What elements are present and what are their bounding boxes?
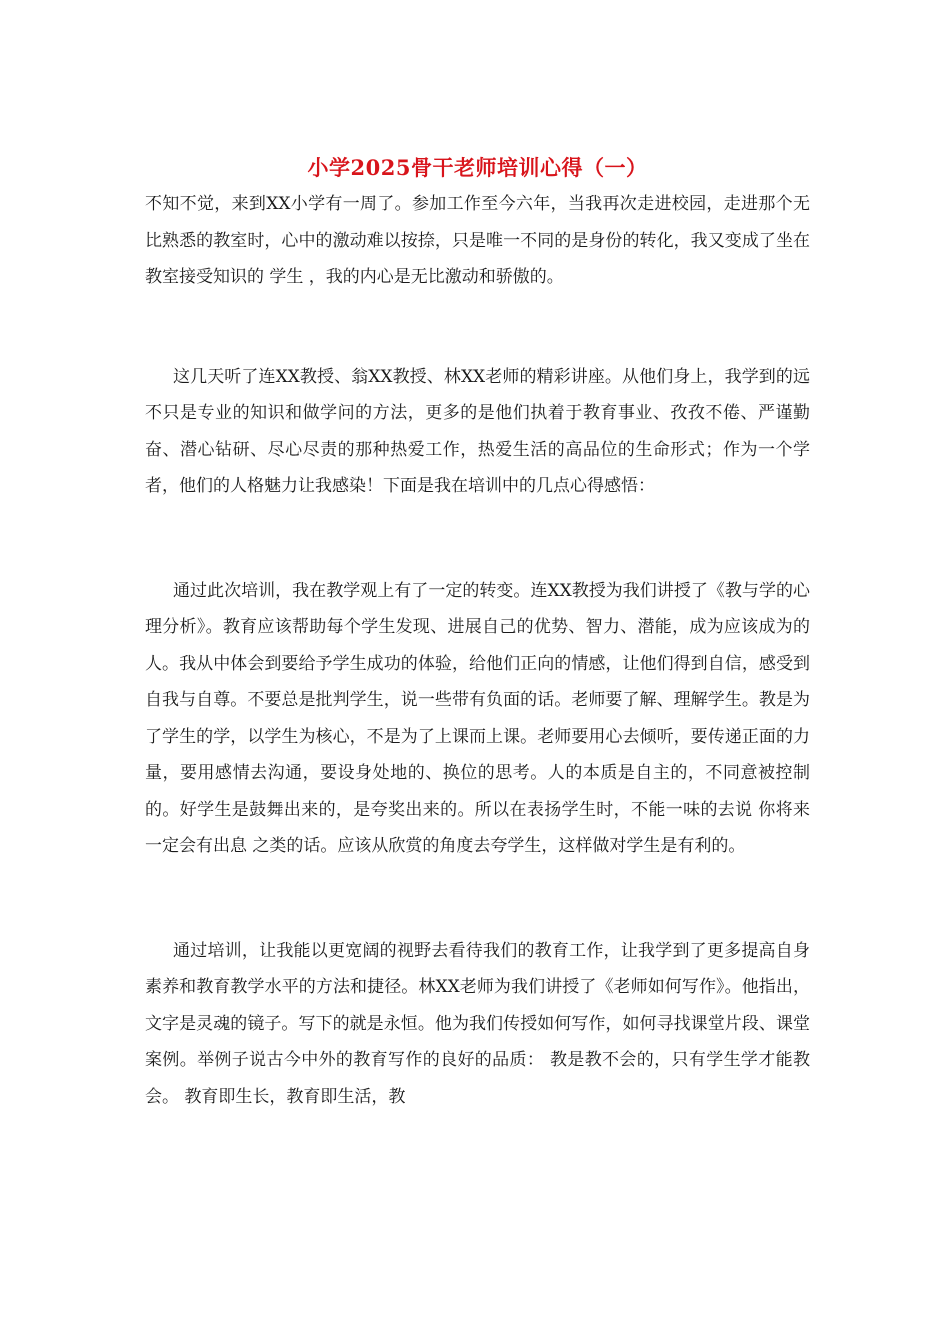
paragraph-3: 通过此次培训，我在教学观上有了一定的转变。连XX教授为我们讲授了《教与学的心理分析》。教育应该帮助每个学生发现、进展自己的优势、智力、潜能，成为应该成为的人。我从中体会到要给予学生成功的体验，给他们正向的情感，让他们得到自信，感受到自我与自尊。不要总是批判学生，说一些带有负面的话。老师要了解、理解学生。教是为了学生的学，以学生为核心，不是为了上课而上课。老师要用心去倾听，要传递正面的力量，要用感情去沟通，要设身处地的、换位的思考。人的本质是自主的，不同意被控制的。好学生是鼓舞出来的，是夸奖出来的。所以在表扬学生时，不能一味的去说 你将来一定会有出息 之类的话。应该从欣赏的角度去夸学生，这样做对学生是有利的。	[145, 580, 810, 856]
paragraph-gap	[145, 505, 810, 573]
document-page	[145, 152, 810, 1115]
paragraph-gap	[145, 296, 810, 359]
paragraph-2: 这几天听了连XX教授、翁XX教授、林XX老师的精彩讲座。从他们身上，我学到的远不只是专业的知识和做学问的方法，更多的是他们执着于教育事业、孜孜不倦、严谨勤奋、潜心钻研、尽心尽责的那种热爱工作，热爱生活的高品位的生命形式；作为一个学者，他们的人格魅力让我感染！下面是我在培训中的几点心得感悟：	[145, 366, 810, 496]
document-title: 小学2025骨干老师培训心得（一）	[307, 155, 648, 180]
paragraph-4: 通过培训，让我能以更宽阔的视野去看待我们的教育工作，让我学到了更多提高自身素养和教育教学水平的方法和捷径。林XX老师为我们讲授了《老师如何写作》。他指出，文字是灵魂的镜子。写下的就是永恒。他为我们传授如何写作，如何寻找课堂片段、课堂案例。举例子说古今中外的教育写作的良好的品质： 教是教不会的，只有学生学才能教会。 教育即生长，教育即生活，教	[145, 940, 810, 1107]
paragraph-1: 不知不觉，来到XX小学有一周了。参加工作至今六年，当我再次走进校园，走进那个无比熟悉的教室时，心中的激动难以按捺，只是唯一不同的是身份的转化，我又变成了坐在教室接受知识的 学生 ，我的内心是无比激动和骄傲的。	[145, 194, 810, 287]
paragraph-gap	[145, 865, 810, 933]
